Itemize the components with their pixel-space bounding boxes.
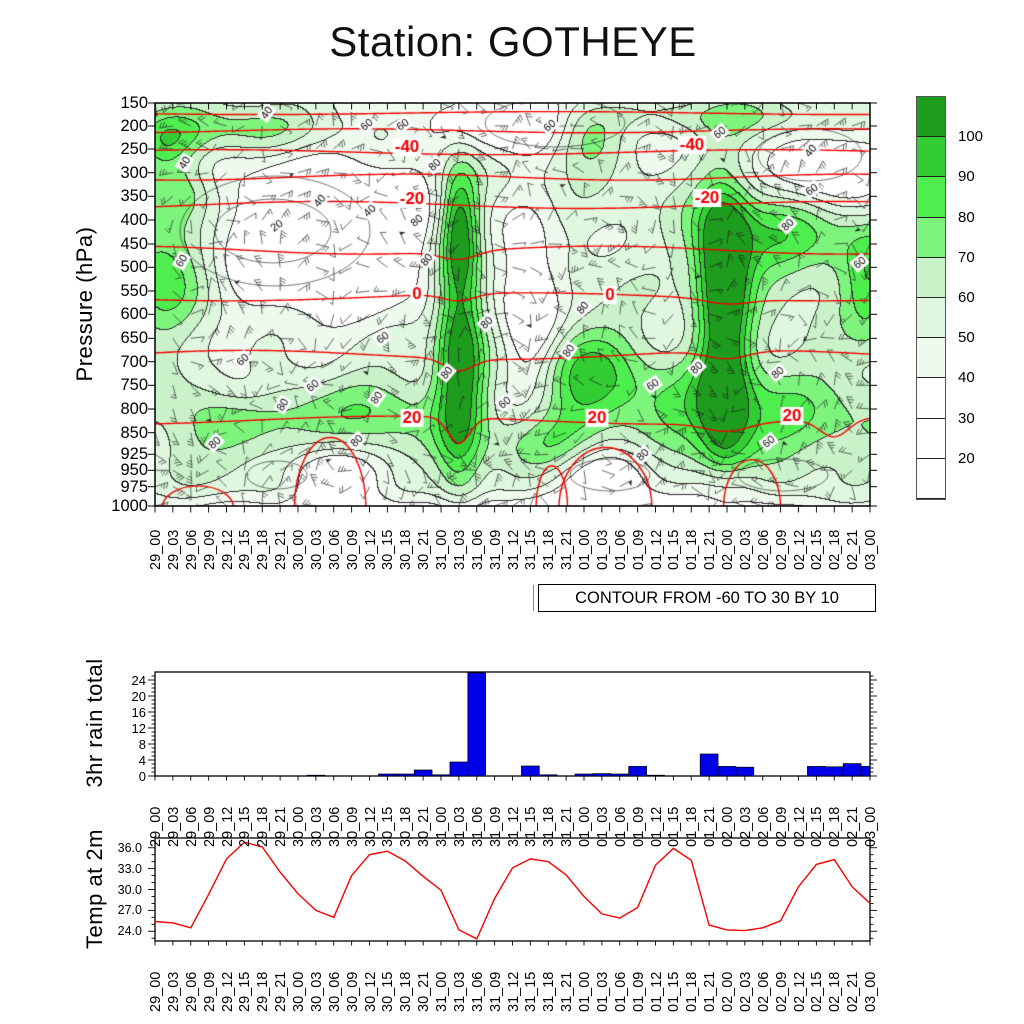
- rain-y-tick-label: 12: [131, 721, 146, 736]
- rain-y-tick-label: 4: [138, 753, 146, 768]
- colorbar-tick-label: 90: [958, 168, 975, 186]
- x-tick-label-main: 30_21: [416, 529, 433, 570]
- colorbar-cell: [917, 378, 945, 418]
- x-tick-label-temp: 01_03: [594, 971, 611, 1012]
- x-tick-label-main: 29_12: [219, 529, 236, 570]
- x-tick-label-temp: 30_21: [416, 971, 433, 1012]
- pressure-tick-label: 250: [120, 139, 148, 158]
- rain-bar: [629, 766, 647, 776]
- x-tick-label-temp: 01_21: [702, 971, 719, 1012]
- x-tick-label-rain: 31_18: [541, 806, 558, 847]
- x-tick-label-main: 01_06: [612, 529, 629, 570]
- rain-y-tick-label: 20: [131, 689, 146, 704]
- contour-note-accent-line: [533, 585, 534, 611]
- x-tick-label-rain: 31_12: [505, 806, 522, 847]
- colorbar-tick-label: 20: [958, 449, 975, 467]
- x-tick-label-rain: 30_15: [380, 806, 397, 847]
- x-tick-label-rain: 01_09: [630, 806, 647, 847]
- x-tick-label-rain: 02_12: [791, 806, 808, 847]
- x-tick-label-main: 29_03: [165, 529, 182, 570]
- rain-y-tick-label: 16: [131, 705, 146, 720]
- x-tick-label-temp: 30_09: [344, 971, 361, 1012]
- x-tick-label-main: 29_21: [273, 529, 290, 570]
- x-tick-label-rain: 30_21: [416, 806, 433, 847]
- pressure-tick-label: 600: [120, 305, 148, 324]
- x-tick-label-rain: 01_18: [684, 806, 701, 847]
- x-tick-label-rain: 29_21: [273, 806, 290, 847]
- x-tick-label-rain: 02_09: [773, 806, 790, 847]
- x-tick-label-rain: 02_00: [720, 806, 736, 847]
- x-tick-label-rain: 03_00: [863, 806, 879, 847]
- x-tick-label-rain: 30_18: [398, 806, 415, 847]
- colorbar-tick-label: 40: [958, 369, 975, 387]
- x-tick-label-rain: 29_03: [165, 806, 182, 847]
- pressure-tick-label: 750: [120, 376, 148, 395]
- pressure-tick-label: 925: [120, 445, 148, 464]
- rain-bar: [647, 775, 665, 776]
- x-tick-label-rain: 31_06: [469, 806, 486, 847]
- x-tick-label-temp: 02_21: [845, 971, 862, 1012]
- x-tick-label-temp: 29_12: [219, 971, 236, 1012]
- pressure-tick-label: 450: [120, 235, 148, 253]
- colorbar-cell: [917, 258, 945, 298]
- x-tick-label-main: 31_21: [559, 529, 576, 570]
- temp-y-tick-label: 30.0: [117, 882, 142, 897]
- pressure-tick-label: 1000: [111, 497, 148, 515]
- x-tick-label-rain: 01_21: [702, 806, 719, 847]
- rain-bar: [825, 767, 843, 776]
- pressure-tick-label: 975: [120, 477, 148, 496]
- x-tick-label-temp: 29_06: [183, 971, 200, 1012]
- pressure-tick-label: 550: [120, 281, 148, 300]
- colorbar-tick-label: 50: [958, 329, 975, 347]
- colorbar-cell: [917, 298, 945, 338]
- x-tick-label-rain: 30_12: [362, 806, 379, 847]
- colorbar-cell: [917, 419, 945, 459]
- x-tick-label-temp: 02_12: [791, 971, 808, 1012]
- rain-bar: [611, 774, 629, 776]
- temp-plot-frame: [155, 838, 870, 941]
- x-tick-label-main: 02_03: [737, 529, 754, 570]
- colorbar-cell: [917, 338, 945, 378]
- x-tick-label-temp: 29_03: [165, 971, 182, 1012]
- temp-y-tick-label: 24.0: [117, 924, 142, 939]
- x-tick-label-rain: 30_03: [308, 806, 325, 847]
- rain-bar: [861, 766, 870, 776]
- x-tick-label-rain: 01_00: [577, 806, 593, 847]
- x-tick-label-main: 03_00: [863, 529, 879, 570]
- x-tick-label-main: 29_15: [237, 529, 254, 570]
- colorbar-tick-label: 80: [958, 208, 975, 226]
- pressure-ticks: [148, 103, 877, 506]
- colorbar-cell: [917, 97, 945, 137]
- x-tick-label-rain: 30_09: [344, 806, 361, 847]
- x-tick-label-main: 31_06: [469, 529, 486, 570]
- colorbar-cell: [917, 459, 945, 499]
- rain-bar: [736, 767, 754, 776]
- x-tick-label-rain: 02_15: [809, 806, 826, 847]
- x-tick-label-temp: 30_12: [362, 971, 379, 1012]
- x-tick-label-rain: 02_03: [737, 806, 754, 847]
- x-tick-label-main: 02_06: [755, 529, 772, 570]
- rain-axis-label: 3hr rain total: [82, 658, 107, 788]
- x-tick-label-rain: 29_12: [219, 806, 236, 847]
- temp-ticks: [148, 841, 877, 938]
- x-tick-label-rain: 29_06: [183, 806, 200, 847]
- rain-y-tick-label: 8: [138, 737, 146, 752]
- x-tick-label-rain: 02_21: [845, 806, 862, 847]
- x-tick-label-main: 02_18: [827, 529, 844, 570]
- pressure-tick-label: 150: [120, 94, 148, 112]
- x-tick-label-temp: 01_09: [630, 971, 647, 1012]
- rain-bar: [450, 762, 468, 776]
- x-tick-label-main: 29_06: [183, 529, 200, 570]
- x-tick-label-main: 01_12: [648, 529, 665, 570]
- colorbar-tick-label: 60: [958, 289, 975, 306]
- x-tick-label-rain: 01_12: [648, 806, 665, 847]
- colorbar-cell: [917, 137, 945, 177]
- main-plot-frame: [155, 103, 870, 506]
- rain-bar: [575, 774, 593, 776]
- pressure-tick-label: 200: [120, 117, 148, 135]
- x-tick-label-main: 30_00: [291, 529, 307, 570]
- x-tick-label-temp: 01_00: [577, 971, 593, 1012]
- pressure-tick-label: 400: [120, 210, 148, 229]
- rain-bar: [718, 766, 736, 776]
- x-tick-label-main: 29_00: [148, 529, 164, 570]
- x-tick-label-main: 01_03: [594, 529, 611, 570]
- x-tick-label-temp: 30_03: [308, 971, 325, 1012]
- x-tick-label-main: 30_06: [326, 529, 343, 570]
- x-tick-label-rain: 02_06: [755, 806, 772, 847]
- colorbar-cell: [917, 218, 945, 258]
- x-tick-label-main: 01_21: [702, 529, 719, 570]
- temp-line: [155, 842, 870, 939]
- x-tick-label-main: 30_15: [380, 529, 397, 570]
- x-tick-label-main: 02_15: [809, 529, 826, 570]
- rain-bar: [843, 764, 861, 776]
- rain-bar: [432, 775, 450, 776]
- x-tick-label-temp: 02_00: [720, 971, 736, 1012]
- x-tick-label-rain: 02_18: [827, 806, 844, 847]
- x-tick-label-temp: 31_21: [559, 971, 576, 1012]
- x-tick-label-temp: 02_15: [809, 971, 826, 1012]
- page-title: Station: GOTHEYE: [329, 18, 697, 65]
- x-tick-label-temp: 31_03: [451, 971, 468, 1012]
- x-tick-label-temp: 02_18: [827, 971, 844, 1012]
- x-tick-label-rain: 31_21: [559, 806, 576, 847]
- x-tick-label-rain: 31_15: [523, 806, 540, 847]
- temp-y-tick-label: 27.0: [117, 903, 142, 918]
- x-tick-label-temp: 02_06: [755, 971, 772, 1012]
- rain-y-tick-label: 24: [131, 673, 146, 688]
- rain-y-tick-label: 0: [138, 769, 146, 784]
- rain-bar: [378, 774, 396, 776]
- x-tick-label-main: 30_18: [398, 529, 415, 570]
- x-tick-label-temp: 02_09: [773, 971, 790, 1012]
- colorbar-tick-label: 30: [958, 409, 975, 427]
- x-tick-label-main: 02_09: [773, 529, 790, 570]
- rain-plot-frame: [155, 672, 870, 776]
- rain-ticks: [148, 676, 877, 776]
- temp-y-tick-label: 36.0: [117, 840, 142, 855]
- x-tick-label-temp: 31_00: [434, 971, 450, 1012]
- pressure-tick-label: 800: [120, 399, 148, 418]
- x-tick-label-rain: 31_03: [451, 806, 468, 847]
- x-tick-label-main: 02_12: [791, 529, 808, 570]
- x-tick-label-temp: 29_00: [148, 971, 164, 1012]
- x-tick-label-temp: 29_21: [273, 971, 290, 1012]
- x-tick-label-main: 01_09: [630, 529, 647, 570]
- x-tick-label-temp: 01_15: [666, 971, 683, 1012]
- x-tick-label-main: 01_00: [577, 529, 593, 570]
- x-tick-label-rain: 30_06: [326, 806, 343, 847]
- x-tick-label-temp: 01_18: [684, 971, 701, 1012]
- x-tick-label-rain: 01_06: [612, 806, 629, 847]
- x-tick-label-rain: 29_09: [201, 806, 218, 847]
- pressure-tick-label: 700: [120, 352, 148, 371]
- x-tick-label-temp: 01_06: [612, 971, 629, 1012]
- pressure-tick-label: 650: [120, 329, 148, 348]
- pressure-tick-label: 500: [120, 258, 148, 277]
- x-tick-label-rain: 29_18: [255, 806, 272, 847]
- x-tick-label-main: 01_15: [666, 529, 683, 570]
- rain-bar: [521, 766, 539, 776]
- x-tick-label-main: 31_03: [451, 529, 468, 570]
- rain-bar: [539, 775, 557, 776]
- x-tick-label-main: 30_12: [362, 529, 379, 570]
- x-tick-label-rain: 29_15: [237, 806, 254, 847]
- x-tick-label-rain: 31_00: [434, 806, 450, 847]
- x-tick-label-main: 30_03: [308, 529, 325, 570]
- x-tick-label-temp: 31_15: [523, 971, 540, 1012]
- x-tick-label-temp: 01_12: [648, 971, 665, 1012]
- rain-bar: [593, 774, 611, 776]
- colorbar-tick-label: 70: [958, 248, 975, 266]
- x-tick-label-rain: 29_00: [148, 806, 164, 847]
- temp-y-tick-label: 33.0: [117, 861, 142, 876]
- x-tick-label-temp: 31_09: [487, 971, 504, 1012]
- rain-bar: [807, 766, 825, 776]
- contour-note: [538, 584, 876, 612]
- x-tick-label-temp: 30_00: [291, 971, 307, 1012]
- x-tick-label-main: 02_00: [720, 529, 736, 570]
- x-tick-label-main: 29_18: [255, 529, 272, 570]
- x-tick-label-main: 29_09: [201, 529, 218, 570]
- rain-bar: [396, 774, 414, 776]
- x-tick-label-rain: 01_15: [666, 806, 683, 847]
- x-tick-label-temp: 31_06: [469, 971, 486, 1012]
- x-tick-label-temp: 29_15: [237, 971, 254, 1012]
- pressure-tick-label: 850: [120, 423, 148, 442]
- x-tick-label-temp: 30_15: [380, 971, 397, 1012]
- rain-bar: [468, 673, 486, 776]
- pressure-tick-label: 350: [120, 187, 148, 206]
- pressure-axis-label: Pressure (hPa): [72, 226, 97, 382]
- colorbar: [916, 96, 946, 500]
- x-tick-label-main: 31_12: [505, 529, 522, 570]
- x-tick-label-temp: 30_06: [326, 971, 343, 1012]
- rain-bar: [307, 775, 325, 776]
- x-tick-label-main: 31_15: [523, 529, 540, 570]
- rain-bar: [414, 770, 432, 776]
- x-tick-label-rain: 31_09: [487, 806, 504, 847]
- rain-bars: [307, 673, 870, 776]
- colorbar-cell: [917, 177, 945, 217]
- x-tick-label-main: 31_00: [434, 529, 450, 570]
- x-tick-label-main: 31_18: [541, 529, 558, 570]
- x-tick-label-temp: 03_00: [863, 971, 879, 1012]
- temp-axis-label: Temp at 2m: [82, 829, 107, 949]
- pressure-tick-label: 300: [120, 163, 148, 182]
- colorbar-tick-label: 100: [958, 128, 984, 146]
- pressure-tick-label: 950: [120, 461, 148, 480]
- x-tick-label-temp: 29_09: [201, 971, 218, 1012]
- x-tick-label-main: 01_18: [684, 529, 701, 570]
- x-tick-label-temp: 29_18: [255, 971, 272, 1012]
- x-tick-label-rain: 30_00: [291, 806, 307, 847]
- x-tick-label-main: 31_09: [487, 529, 504, 570]
- x-tick-label-main: 30_09: [344, 529, 361, 570]
- x-tick-label-main: 02_21: [845, 529, 862, 570]
- x-tick-label-temp: 31_12: [505, 971, 522, 1012]
- x-tick-label-temp: 31_18: [541, 971, 558, 1012]
- x-tick-label-temp: 02_03: [737, 971, 754, 1012]
- x-tick-label-temp: 30_18: [398, 971, 415, 1012]
- rain-bar: [700, 754, 718, 776]
- x-tick-label-rain: 01_03: [594, 806, 611, 847]
- contour-note-text: CONTOUR FROM -60 TO 30 BY 10: [575, 588, 839, 607]
